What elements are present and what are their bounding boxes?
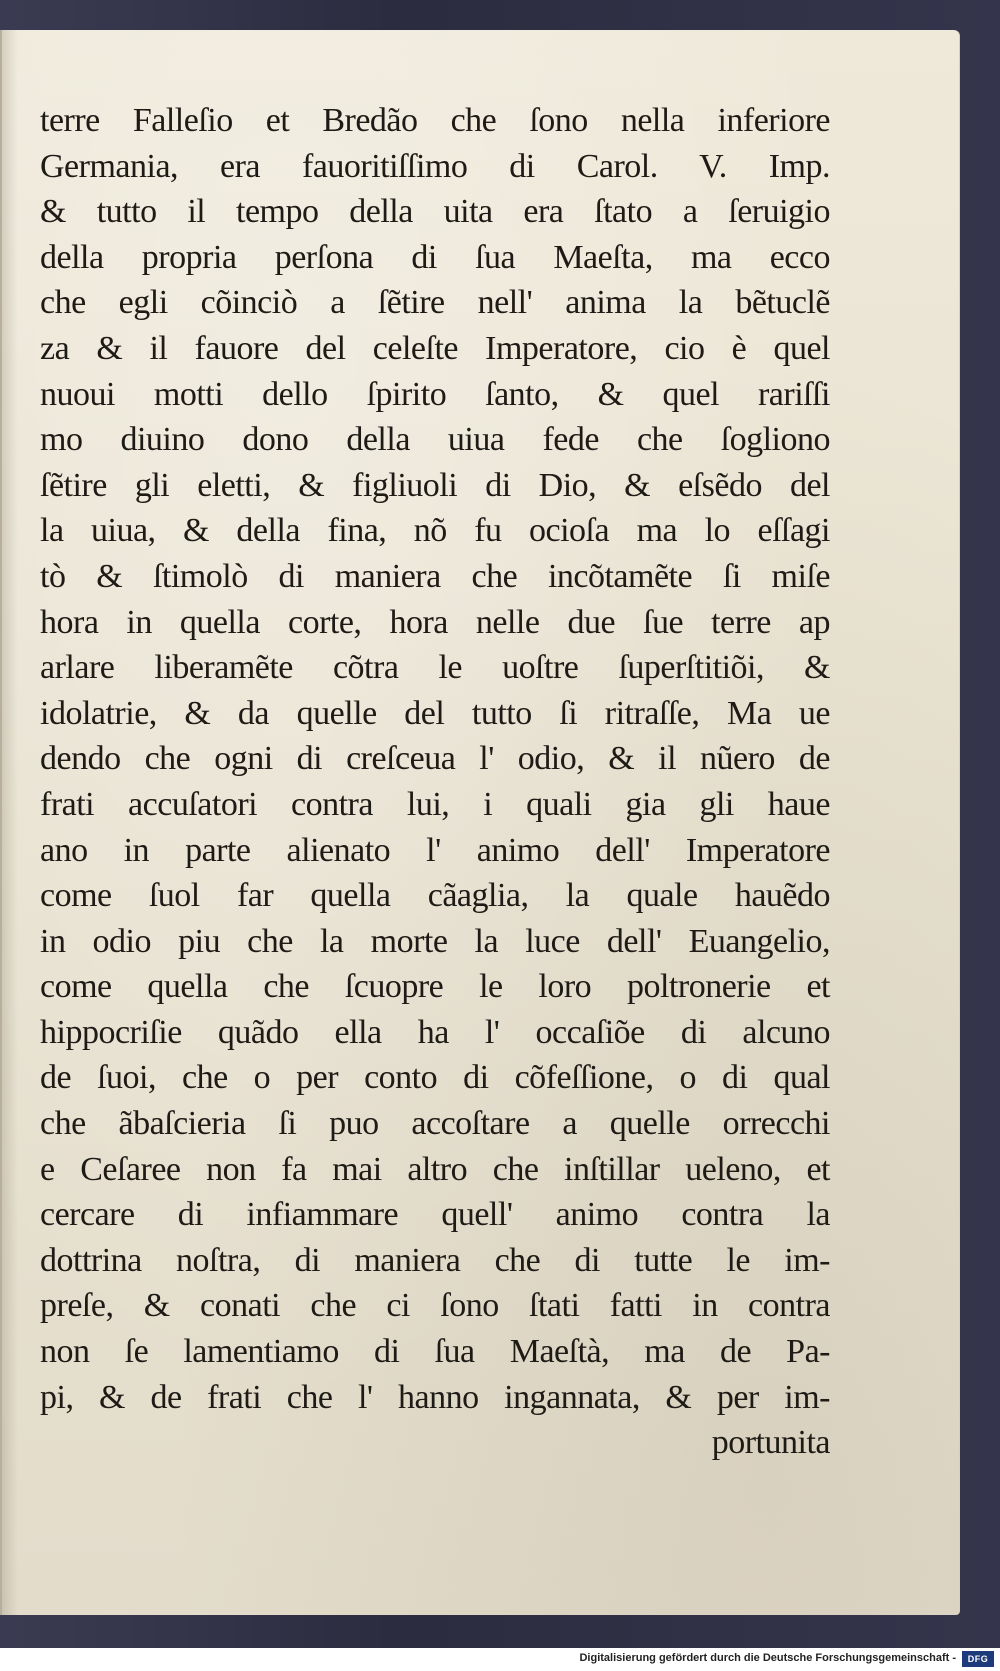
page-text: [40, 98, 830, 1466]
text-line: cercare di infiammare quell' animo contra la: [40, 1196, 830, 1234]
text-line: pi, & de frati che l' hanno ingannata, & per im-: [40, 1378, 830, 1416]
text-line: come ſuol far quella cãaglia, la quale hauẽdo: [40, 877, 830, 915]
text-line: dendo che ogni di creſceua l' odio, & il nũero de: [40, 740, 830, 778]
text-line: tò & ſtimolò di maniera che incõtamẽte ſi miſe: [40, 557, 830, 595]
text-line: che egli cõinciò a ſẽtire nell' anima la bẽtuclẽ: [40, 284, 830, 322]
text-line: in odio piu che la morte la luce dell' Euangelio,: [40, 922, 830, 960]
text-line: hippocriſie quãdo ella ha l' occaſiõe di alcuno: [40, 1013, 830, 1051]
text-line: della propria perſona di ſua Maeſta, ma ecco: [40, 238, 830, 276]
text-line: mo diuino dono della uiua fede che ſogliono: [40, 421, 830, 459]
text-line: de ſuoi, che o per conto di cõfeſſione, o di qual: [40, 1059, 830, 1097]
text-line: hora in quella corte, hora nelle due ſue terre ap: [40, 603, 830, 641]
text-line: nuoui motti dello ſpirito ſanto, & quel rariſſi: [40, 375, 830, 413]
text-line: idolatrie, & da quelle del tutto ſi ritraſſe, Ma ue: [40, 694, 830, 732]
funding-credit: Digitalisierung gefördert durch die Deutsche Forschungsgemeinschaft -: [579, 1652, 956, 1664]
text-line: arlare liberamẽte cõtra le uoſtre ſuperſtitiõi, &: [40, 649, 830, 687]
text-line: preſe, & conati che ci ſono ſtati fatti in contra: [40, 1287, 830, 1325]
text-line: come quella che ſcuopre le loro poltronerie et: [40, 968, 830, 1006]
digitization-footer: [0, 1648, 1000, 1671]
text-line: dottrina noſtra, di maniera che di tutte le im-: [40, 1241, 830, 1279]
text-line: ano in parte alienato l' animo dell' Imperatore: [40, 831, 830, 869]
text-line: e Ceſaree non fa mai altro che inſtillar ueleno, et: [40, 1150, 830, 1188]
text-line: che ãbaſcieria ſi puo accoſtare a quelle orrecchi: [40, 1105, 830, 1143]
text-line: za & il fauore del celeſte Imperatore, cio è quel: [40, 329, 830, 367]
page-gutter-shadow: [0, 30, 18, 1615]
text-line: frati accuſatori contra lui, i quali gia gli haue: [40, 785, 830, 823]
dfg-logo: DFG: [962, 1651, 994, 1667]
catchword: portunita: [711, 1424, 830, 1462]
text-line: non ſe lamentiamo di ſua Maeſtà, ma de Pa-: [40, 1333, 830, 1371]
text-line: terre Falleſio et Bredão che ſono nella inferiore: [40, 102, 830, 139]
text-line: ſẽtire gli eletti, & figliuoli di Dio, & eſsẽdo del: [40, 466, 830, 504]
text-line: la uiua, & della fina, nõ fu ocioſa ma lo eſſagi: [40, 512, 830, 550]
text-line: Germania, era fauoritiſſimo di Carol. V. Imp.: [40, 147, 830, 185]
text-line: & tutto il tempo della uita era ſtato a ſeruigio: [40, 193, 830, 231]
